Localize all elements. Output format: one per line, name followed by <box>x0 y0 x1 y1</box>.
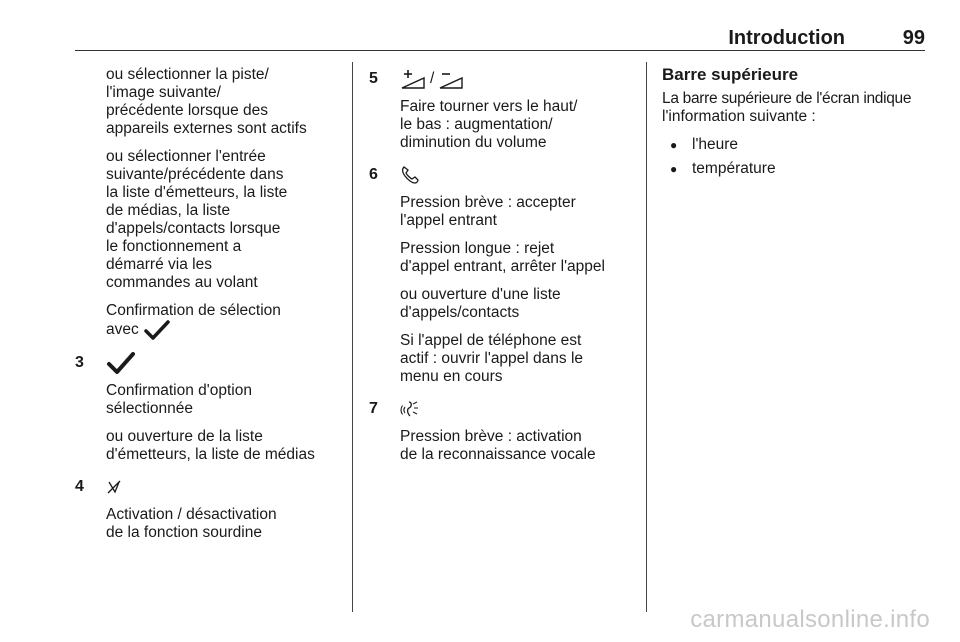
paragraph: Pression brève : accepter l'appel entrant <box>400 194 576 229</box>
paragraph: Pression brève : activation de la reconnaissance vocale <box>400 428 596 463</box>
column-3 <box>662 66 930 184</box>
column-divider-1 <box>352 62 353 612</box>
voice-recognition-icon <box>400 399 420 419</box>
phone-icon <box>400 165 420 185</box>
paragraph: Activation / désactivation de la fonction sourdine <box>106 506 277 541</box>
info-list <box>662 136 930 178</box>
paragraph: Faire tourner vers le haut/ le bas : augmentation/ diminution du volume <box>400 98 578 151</box>
item-7-header <box>369 396 629 422</box>
paragraph: ou sélectionner la piste/ l'image suivante/ précédente lorsque des appareils externes sont actifs <box>106 66 307 137</box>
watermark: carmanualsonline.info <box>690 606 930 633</box>
checkmark-icon <box>143 320 171 340</box>
header-title: Introduction <box>728 27 845 49</box>
item-number: 7 <box>369 400 378 417</box>
item-3-header <box>75 350 335 376</box>
paragraph: ou ouverture d'une liste d'appels/contacts <box>400 286 561 321</box>
item-number: 4 <box>75 478 84 495</box>
item-5-header <box>369 66 629 92</box>
separator: / <box>430 70 435 87</box>
paragraph: La barre supérieure de l'écran indique l'information suivante : <box>662 90 912 125</box>
item-number: 6 <box>369 166 378 183</box>
item-number: 3 <box>75 354 84 371</box>
section-title: Barre supérieure <box>662 65 799 84</box>
mute-icon <box>106 479 122 495</box>
paragraph: Confirmation d'option sélectionnée <box>106 382 252 417</box>
item-4-header <box>75 474 335 500</box>
column-1 <box>75 66 335 552</box>
paragraph: ou sélectionner l'entrée suivante/précédente dans la liste d'émetteurs, la liste de médias, la liste d'appels/contacts lorsque le fonctionnement a démarré via les commandes au volant <box>106 148 288 291</box>
volume-up-icon <box>400 68 426 90</box>
checkmark-icon <box>106 351 136 375</box>
paragraph: Confirmation de sélection avec <box>106 302 281 339</box>
paragraph: Si l'appel de téléphone est actif : ouvrir l'appel dans le menu en cours <box>400 332 584 385</box>
paragraph: Pression longue : rejet d'appel entrant, arrêter l'appel <box>400 240 605 275</box>
item-number: 5 <box>369 70 378 87</box>
volume-down-icon <box>438 68 464 90</box>
page-header <box>75 27 925 51</box>
column-divider-2 <box>646 62 647 612</box>
column-2 <box>369 66 629 474</box>
list-item: ● l'heure <box>662 136 930 154</box>
list-item: ● température <box>662 160 930 178</box>
page-number: 99 <box>902 27 925 49</box>
paragraph: ou ouverture de la liste d'émetteurs, la liste de médias <box>106 428 315 463</box>
header-rule <box>75 50 925 51</box>
item-6-header <box>369 162 629 188</box>
